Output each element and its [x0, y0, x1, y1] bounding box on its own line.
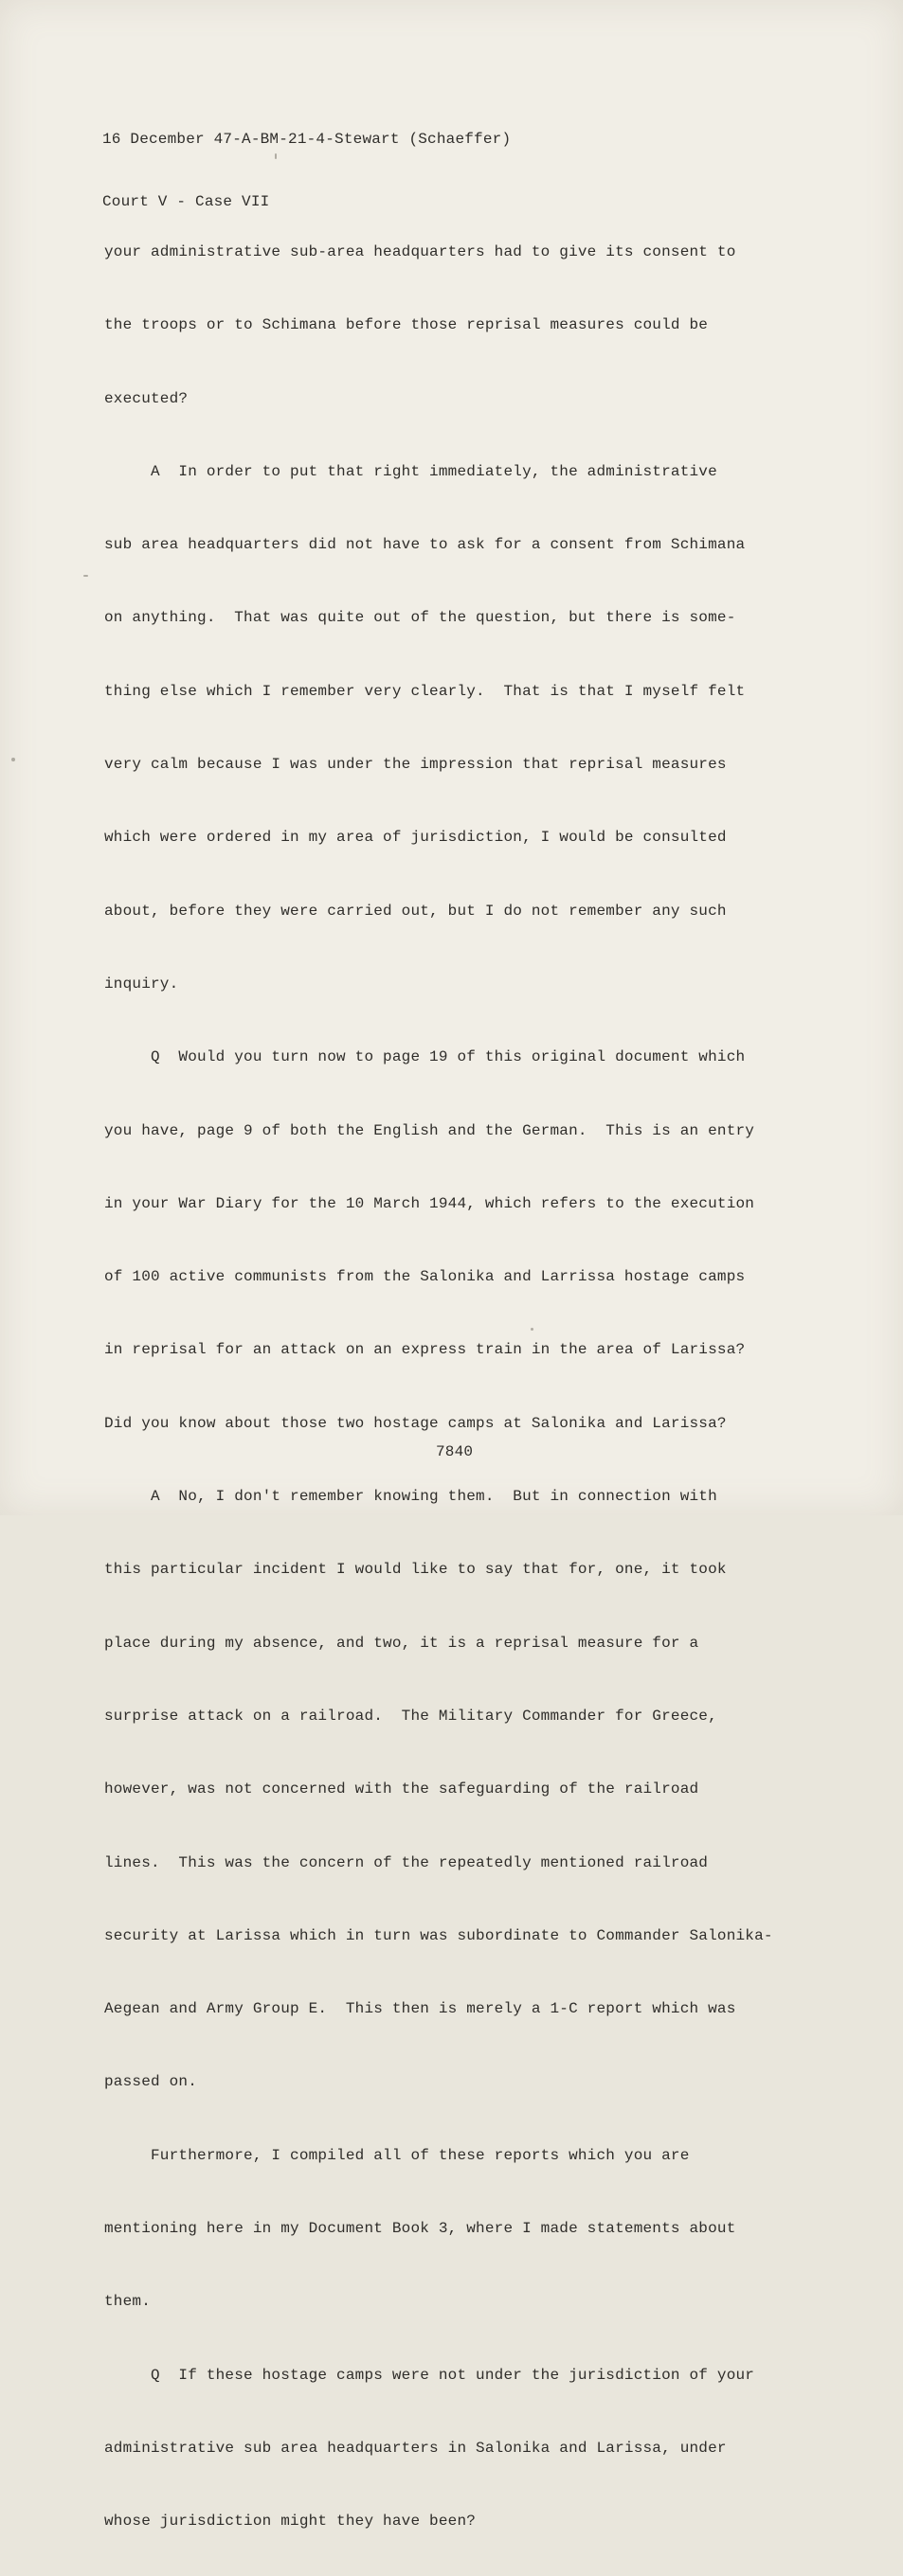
body-line: Q Would you turn now to page 19 of this original document which	[104, 1048, 746, 1066]
header-date-line: 16 December 47-A-BM-21-4-Stewart (Schaeffer)	[102, 131, 512, 148]
body-line: Aegean and Army Group E. This then is merely a 1-C report which was	[104, 2000, 736, 2018]
body-line: on anything. That was quite out of the question, but there is some-	[104, 609, 736, 627]
transcript-body	[104, 199, 773, 2576]
paper-speck	[531, 1328, 533, 1331]
body-line: whose jurisdiction might they have been?	[104, 2513, 477, 2531]
page-number: 7840	[436, 1443, 474, 1460]
body-line: which were ordered in my area of jurisdiction, I would be consulted	[104, 829, 727, 847]
body-line: about, before they were carried out, but I do not remember any such	[104, 902, 727, 920]
paper-speck	[11, 758, 15, 761]
body-line: of 100 active communists from the Salonika and Larrissa hostage camps	[104, 1268, 746, 1286]
body-line: in reprisal for an attack on an express train in the area of Larissa?	[104, 1341, 746, 1359]
body-line: however, was not concerned with the safeguarding of the railroad	[104, 1780, 699, 1798]
header-court-line: Court V - Case VII	[102, 193, 270, 210]
body-line: security at Larissa which in turn was subordinate to Commander Salonika-	[104, 1926, 773, 1944]
paper-speck	[275, 153, 277, 159]
body-line: this particular incident I would like to say that for, one, it took	[104, 1561, 727, 1579]
body-line: administrative sub area headquarters in Salonika and Larissa, under	[104, 2439, 727, 2457]
body-line: the troops or to Schimana before those reprisal measures could be	[104, 316, 709, 334]
body-line: Q If these hostage camps were not under the jurisdiction of your	[104, 2366, 755, 2384]
body-line: you have, page 9 of both the English and the German. This is an entry	[104, 1121, 755, 1139]
paper-speck	[83, 575, 88, 577]
body-line: your administrative sub-area headquarters had to give its consent to	[104, 243, 736, 260]
body-line: Furthermore, I compiled all of these reports which you are	[104, 2146, 690, 2164]
body-line: thing else which I remember very clearly. That is that I myself felt	[104, 682, 746, 700]
body-line: very calm because I was under the impression that reprisal measures	[104, 756, 727, 774]
body-line: A In order to put that right immediately, the administrative	[104, 462, 717, 480]
body-line: surprise attack on a railroad. The Military Commander for Greece,	[104, 1707, 717, 1725]
body-line: executed?	[104, 389, 189, 407]
body-line: place during my absence, and two, it is a reprisal measure for a	[104, 1634, 699, 1652]
body-line: them.	[104, 2293, 152, 2311]
body-line: Did you know about those two hostage camps at Salonika and Larissa?	[104, 1414, 727, 1432]
body-line: lines. This was the concern of the repeatedly mentioned railroad	[104, 1853, 709, 1871]
body-line: in your War Diary for the 10 March 1944, which refers to the execution	[104, 1194, 755, 1212]
body-line: sub area headquarters did not have to ask for a consent from Schimana	[104, 536, 746, 554]
body-line: passed on.	[104, 2073, 198, 2091]
body-line: A No, I don't remember knowing them. But in connection with	[104, 1488, 717, 1506]
body-line: inquiry.	[104, 975, 179, 993]
body-line: mentioning here in my Document Book 3, where I made statements about	[104, 2220, 736, 2238]
